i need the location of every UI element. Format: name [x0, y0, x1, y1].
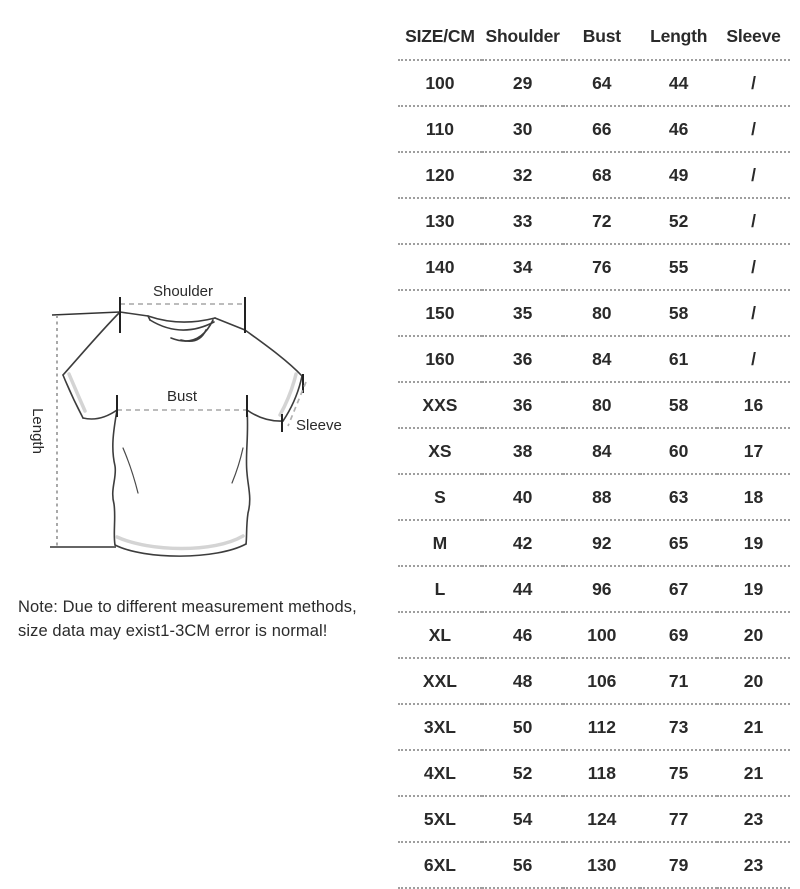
cell-size: 140 — [398, 244, 482, 290]
table-row — [398, 244, 790, 290]
cell-length: 67 — [640, 566, 717, 612]
cell-shoulder: 29 — [482, 60, 564, 106]
column-header-shoulder: Shoulder — [482, 14, 564, 60]
cell-shoulder: 36 — [482, 336, 564, 382]
cell-length: 77 — [640, 796, 717, 842]
cell-sleeve: 19 — [717, 566, 790, 612]
note-line-1: Note: Due to different measurement methods, — [18, 598, 357, 616]
cell-size: 100 — [398, 60, 482, 106]
cell-shoulder: 34 — [482, 244, 564, 290]
cell-size: XS — [398, 428, 482, 474]
cell-shoulder: 48 — [482, 658, 564, 704]
size-table — [398, 14, 790, 889]
column-header-bust: Bust — [563, 14, 640, 60]
cell-shoulder: 54 — [482, 796, 564, 842]
cell-size: 5XL — [398, 796, 482, 842]
cell-sleeve: 20 — [717, 658, 790, 704]
cell-bust: 96 — [563, 566, 640, 612]
cell-shoulder: 40 — [482, 474, 564, 520]
cell-size: S — [398, 474, 482, 520]
table-header-row — [398, 14, 790, 60]
cell-bust: 80 — [563, 382, 640, 428]
cell-length: 55 — [640, 244, 717, 290]
cell-sleeve: / — [717, 106, 790, 152]
cell-sleeve: 21 — [717, 704, 790, 750]
cell-length: 52 — [640, 198, 717, 244]
cell-bust: 66 — [563, 106, 640, 152]
cell-size: 120 — [398, 152, 482, 198]
cell-bust: 80 — [563, 290, 640, 336]
cell-bust: 92 — [563, 520, 640, 566]
cell-length: 75 — [640, 750, 717, 796]
cell-sleeve: 23 — [717, 796, 790, 842]
cell-length: 63 — [640, 474, 717, 520]
cell-length: 49 — [640, 152, 717, 198]
measurement-note — [18, 596, 388, 643]
cell-length: 79 — [640, 842, 717, 888]
cell-bust: 106 — [563, 658, 640, 704]
table-row — [398, 106, 790, 152]
cell-bust: 84 — [563, 428, 640, 474]
cell-length: 58 — [640, 382, 717, 428]
cell-bust: 88 — [563, 474, 640, 520]
cell-shoulder: 52 — [482, 750, 564, 796]
cell-size: 4XL — [398, 750, 482, 796]
cell-bust: 72 — [563, 198, 640, 244]
table-row — [398, 796, 790, 842]
table-body — [398, 60, 790, 888]
table-row — [398, 336, 790, 382]
table-row — [398, 382, 790, 428]
cell-bust: 84 — [563, 336, 640, 382]
column-header-length: Length — [640, 14, 717, 60]
bust-label: Bust — [166, 388, 198, 405]
cell-length: 69 — [640, 612, 717, 658]
cell-sleeve: 16 — [717, 382, 790, 428]
table-row — [398, 198, 790, 244]
cell-bust: 64 — [563, 60, 640, 106]
table-row — [398, 658, 790, 704]
cell-sleeve: 18 — [717, 474, 790, 520]
cell-size: XXL — [398, 658, 482, 704]
cell-shoulder: 38 — [482, 428, 564, 474]
cell-size: 3XL — [398, 704, 482, 750]
cell-sleeve: / — [717, 290, 790, 336]
cell-shoulder: 32 — [482, 152, 564, 198]
cell-bust: 68 — [563, 152, 640, 198]
cell-shoulder: 46 — [482, 612, 564, 658]
shoulder-label: Shoulder — [152, 283, 214, 300]
cell-shoulder: 42 — [482, 520, 564, 566]
cell-sleeve: / — [717, 336, 790, 382]
cell-size: L — [398, 566, 482, 612]
cell-size: 110 — [398, 106, 482, 152]
cell-size: M — [398, 520, 482, 566]
table-row — [398, 520, 790, 566]
cell-length: 61 — [640, 336, 717, 382]
column-header-sleeve: Sleeve — [717, 14, 790, 60]
cell-bust: 76 — [563, 244, 640, 290]
table-row — [398, 842, 790, 888]
cell-size: 160 — [398, 336, 482, 382]
cell-length: 60 — [640, 428, 717, 474]
cell-shoulder: 44 — [482, 566, 564, 612]
cell-sleeve: 17 — [717, 428, 790, 474]
table-row — [398, 152, 790, 198]
cell-shoulder: 33 — [482, 198, 564, 244]
cell-bust: 112 — [563, 704, 640, 750]
table-row — [398, 750, 790, 796]
cell-bust: 130 — [563, 842, 640, 888]
cell-length: 71 — [640, 658, 717, 704]
table-row — [398, 612, 790, 658]
cell-sleeve: 23 — [717, 842, 790, 888]
cell-size: XXS — [398, 382, 482, 428]
table-row — [398, 474, 790, 520]
table-row — [398, 704, 790, 750]
cell-size: XL — [398, 612, 482, 658]
cell-length: 44 — [640, 60, 717, 106]
cell-length: 65 — [640, 520, 717, 566]
cell-sleeve: / — [717, 60, 790, 106]
cell-sleeve: 19 — [717, 520, 790, 566]
cell-sleeve: / — [717, 244, 790, 290]
cell-size: 6XL — [398, 842, 482, 888]
length-label: Length — [29, 408, 46, 454]
cell-length: 58 — [640, 290, 717, 336]
note-line-2: size data may exist1-3CM error is normal! — [18, 621, 328, 640]
cell-shoulder: 36 — [482, 382, 564, 428]
cell-sleeve: / — [717, 198, 790, 244]
cell-bust: 118 — [563, 750, 640, 796]
cell-size: 130 — [398, 198, 482, 244]
cell-length: 46 — [640, 106, 717, 152]
tshirt-outline-icon — [63, 312, 302, 556]
sleeve-label: Sleeve — [296, 417, 342, 434]
cell-shoulder: 30 — [482, 106, 564, 152]
cell-shoulder: 35 — [482, 290, 564, 336]
cell-sleeve: 20 — [717, 612, 790, 658]
cell-length: 73 — [640, 704, 717, 750]
cell-bust: 124 — [563, 796, 640, 842]
table-row — [398, 60, 790, 106]
length-dimension-line — [50, 312, 120, 547]
tshirt-measurement-diagram — [20, 273, 365, 565]
cell-bust: 100 — [563, 612, 640, 658]
table-row — [398, 290, 790, 336]
table-row — [398, 566, 790, 612]
cell-shoulder: 50 — [482, 704, 564, 750]
cell-sleeve: 21 — [717, 750, 790, 796]
cell-shoulder: 56 — [482, 842, 564, 888]
cell-sleeve: / — [717, 152, 790, 198]
column-header-size: SIZE/CM — [398, 14, 482, 60]
table-row — [398, 428, 790, 474]
cell-size: 150 — [398, 290, 482, 336]
